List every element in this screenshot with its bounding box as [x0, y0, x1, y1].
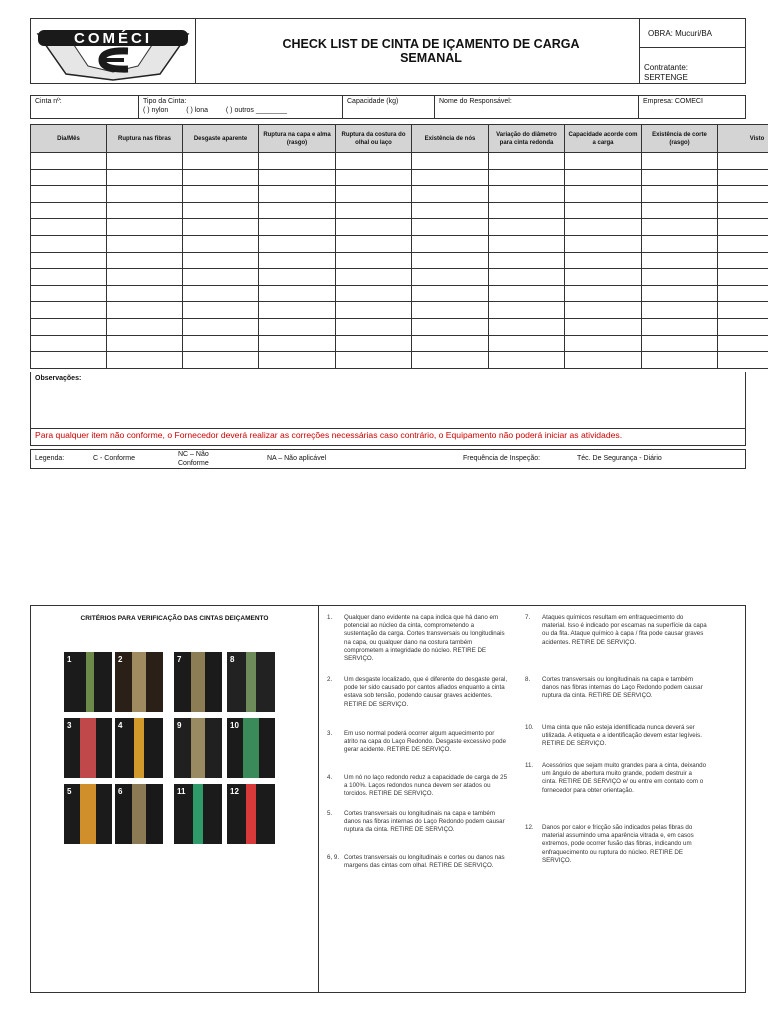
strap-image: [80, 784, 96, 844]
table-row: [31, 318, 768, 335]
table-cell[interactable]: [642, 352, 718, 369]
contratante-value: SERTENGE: [644, 73, 688, 82]
table-cell[interactable]: [412, 169, 489, 186]
table-cell[interactable]: [259, 153, 336, 170]
comeci-logo: [32, 20, 194, 82]
photo-number: 11: [177, 787, 186, 796]
table-cell[interactable]: [31, 219, 107, 236]
criteria-text: Acessórios que sejam muito grandes para a cinta, deixando um ângulo de abertura muito grande, podem destruir a cinta. RETIRE DE SERVIÇO e/ ou entre em contato com o fornecedor para obter orientação.: [542, 762, 707, 794]
column-header: Desgaste aparente: [183, 125, 259, 153]
table-cell[interactable]: [31, 252, 107, 269]
criteria-text: Cortes transversais ou longitudinais e cortes ou danos nas margens das cintas com olhal. RETIRE DE SERVIÇO.: [344, 854, 505, 870]
table-cell[interactable]: [565, 186, 642, 203]
table-cell[interactable]: [489, 318, 565, 335]
table-cell[interactable]: [336, 302, 412, 319]
table-cell[interactable]: [259, 269, 336, 286]
table-cell[interactable]: [489, 285, 565, 302]
table-cell[interactable]: [565, 269, 642, 286]
table-cell[interactable]: [489, 252, 565, 269]
criteria-number: 11.: [525, 762, 534, 769]
table-cell[interactable]: [336, 186, 412, 203]
strap-image: [191, 718, 205, 778]
table-cell[interactable]: [183, 252, 259, 269]
table-cell[interactable]: [31, 202, 107, 219]
table-cell[interactable]: [412, 269, 489, 286]
table-header-row: [31, 125, 768, 153]
criteria-text: Uma cinta que não esteja identificada nunca deverá ser utilizada. A etiqueta e a identificação devem estar legíveis. RETIRE DE SERVIÇO.: [542, 724, 702, 748]
logo-text: COMÉCI: [74, 30, 152, 47]
cinta-number-label: Cinta nº:: [35, 98, 62, 105]
table-cell[interactable]: [718, 352, 768, 369]
table-row: [31, 235, 768, 252]
legend-nao-conforme: [178, 450, 209, 468]
table-cell[interactable]: [565, 169, 642, 186]
table-cell[interactable]: [259, 352, 336, 369]
table-cell[interactable]: [183, 318, 259, 335]
table-cell[interactable]: [183, 186, 259, 203]
table-row: [31, 169, 768, 186]
criteria-number: 12.: [525, 824, 534, 831]
criteria-number: 8.: [525, 676, 531, 683]
table-cell[interactable]: [642, 202, 718, 219]
strap-image: [86, 652, 94, 712]
info-row: [30, 95, 746, 119]
photo-number: 7: [177, 655, 182, 664]
table-cell[interactable]: [642, 318, 718, 335]
table-cell[interactable]: [259, 169, 336, 186]
strap-photo: [227, 652, 275, 712]
table-cell[interactable]: [31, 235, 107, 252]
table-row: [31, 352, 768, 369]
strap-photo: [115, 718, 163, 778]
criteria-number: 7.: [525, 614, 531, 621]
legend-tecnico: Téc. De Segurança - Diário: [577, 455, 662, 462]
strap-image: [132, 784, 146, 844]
table-cell[interactable]: [259, 186, 336, 203]
table-cell[interactable]: [183, 202, 259, 219]
photo-number: 2: [118, 655, 123, 664]
table-cell[interactable]: [642, 252, 718, 269]
criteria-number: 6, 9.: [327, 854, 340, 861]
table-cell[interactable]: [642, 335, 718, 352]
table-cell[interactable]: [489, 235, 565, 252]
contratante-label: Contratante:: [644, 63, 689, 72]
table-cell[interactable]: [565, 252, 642, 269]
table-cell[interactable]: [718, 219, 768, 236]
photo-number: 9: [177, 721, 182, 730]
table-cell[interactable]: [31, 186, 107, 203]
column-header: Existência de corte (rasgo): [642, 125, 718, 153]
strap-image: [134, 718, 144, 778]
table-cell[interactable]: [31, 169, 107, 186]
table-cell[interactable]: [183, 335, 259, 352]
table-cell[interactable]: [336, 169, 412, 186]
table-cell[interactable]: [412, 352, 489, 369]
option-lona[interactable]: ( ) lona: [186, 107, 208, 114]
criteria-text: Qualquer dano evidente na capa indica que há dano em potencial ao núcleo da cinta, comprometendo a sustentação da carga. Cortes transversais ou longitudinais na capa, ou qualquer dano na costura também comprometem a integridade do núcleo. RETIRE DE SERVIÇO.: [344, 614, 505, 663]
photo-number: 1: [67, 655, 72, 664]
table-cell[interactable]: [412, 335, 489, 352]
table-cell[interactable]: [565, 335, 642, 352]
table-cell[interactable]: [565, 352, 642, 369]
strap-image: [132, 652, 146, 712]
photo-number: 4: [118, 721, 123, 730]
table-cell[interactable]: [565, 235, 642, 252]
criteria-text: Danos por calor e fricção são indicados pelas fibras do material assumindo uma aparência vitrada e, em casos extremos, pode ocorrer fusão das fibras, indicando um enfraquecimento ou ruptura do núcleo. RETIRE DE SERVIÇO.: [542, 824, 694, 864]
table-cell[interactable]: [489, 202, 565, 219]
table-cell[interactable]: [489, 335, 565, 352]
table-cell[interactable]: [336, 285, 412, 302]
strap-photo: [227, 784, 275, 844]
column-header: Visto: [718, 125, 768, 153]
contratante-block: [644, 63, 688, 83]
table-cell[interactable]: [336, 352, 412, 369]
table-cell[interactable]: [107, 153, 183, 170]
table-cell[interactable]: [31, 153, 107, 170]
title-line-2: SEMANAL: [400, 51, 462, 65]
table-cell[interactable]: [718, 302, 768, 319]
table-cell[interactable]: [336, 335, 412, 352]
strap-photo: [115, 652, 163, 712]
table-cell[interactable]: [565, 318, 642, 335]
table-cell[interactable]: [718, 335, 768, 352]
table-row: [31, 153, 768, 170]
tipo-cinta-options: [143, 107, 287, 114]
criteria-text: Um desgaste localizado, que é diferente do desgaste geral, pode ter sido causado por cantos afiados enquanto a cinta estava sob tensão, podendo causar graves acidentes. RETIRE DE SERVIÇO.: [344, 676, 508, 708]
table-cell[interactable]: [718, 285, 768, 302]
table-cell[interactable]: [183, 352, 259, 369]
table-cell[interactable]: [336, 252, 412, 269]
photo-number: 12: [230, 787, 239, 796]
table-cell[interactable]: [565, 202, 642, 219]
observacoes-label: Observações:: [35, 375, 82, 382]
table-cell[interactable]: [565, 302, 642, 319]
legend-nc-line2: Conforme: [178, 460, 209, 467]
criteria-number: 2.: [327, 676, 333, 683]
option-outros[interactable]: ( ) outros ________: [225, 107, 288, 114]
logo-cell: [31, 19, 196, 83]
legend-nao-aplicavel: NA – Não aplicável: [267, 455, 327, 462]
table-cell[interactable]: [259, 252, 336, 269]
table-cell[interactable]: [336, 269, 412, 286]
criteria-number: 10.: [525, 724, 534, 731]
table-cell[interactable]: [259, 335, 336, 352]
tipo-cinta-label: Tipo da Cinta:: [143, 98, 187, 105]
table-cell[interactable]: [718, 186, 768, 203]
table-cell[interactable]: [642, 285, 718, 302]
table-cell[interactable]: [259, 318, 336, 335]
table-cell[interactable]: [489, 352, 565, 369]
capacidade-label: Capacidade (kg): [347, 98, 399, 105]
table-cell[interactable]: [259, 302, 336, 319]
table-cell[interactable]: [412, 219, 489, 236]
strap-image: [243, 718, 259, 778]
criteria-text: Um nó no laço redondo reduz a capacidade de carga de 25 a 100%. Laços redondos nunca devem ser atados ou torcidos. RETIRE DE SERVIÇO.: [344, 774, 508, 798]
strap-photo: [174, 718, 222, 778]
table-row: [31, 269, 768, 286]
table-cell[interactable]: [259, 202, 336, 219]
table-cell[interactable]: [107, 169, 183, 186]
photo-number: 10: [230, 721, 239, 730]
table-cell[interactable]: [489, 153, 565, 170]
strap-photo: [174, 784, 222, 844]
title-line-1: CHECK LIST DE CINTA DE IÇAMENTO DE CARGA: [282, 37, 580, 51]
strap-photo: [64, 784, 112, 844]
table-cell[interactable]: [642, 169, 718, 186]
empresa-label: Empresa: COMECI: [643, 98, 703, 105]
table-cell[interactable]: [718, 202, 768, 219]
strap-image: [246, 652, 256, 712]
table-cell[interactable]: [107, 252, 183, 269]
table-cell[interactable]: [642, 235, 718, 252]
table-cell[interactable]: [718, 235, 768, 252]
strap-photo: [174, 652, 222, 712]
table-cell[interactable]: [718, 269, 768, 286]
table-cell[interactable]: [31, 285, 107, 302]
criteria-title: CRITÉRIOS PARA VERIFICAÇÃO DAS CINTAS DEIÇAMENTO: [80, 615, 269, 622]
table-cell[interactable]: [107, 352, 183, 369]
table-cell[interactable]: [107, 335, 183, 352]
cinta-number-field[interactable]: [31, 96, 139, 118]
legend-frequencia: Frequência de Inspeção:: [463, 455, 541, 462]
column-header: Existência de nós: [412, 125, 489, 153]
table-cell[interactable]: [107, 235, 183, 252]
table-cell[interactable]: [642, 219, 718, 236]
strap-photo: [115, 784, 163, 844]
empresa-field: [639, 96, 745, 118]
divider: [640, 47, 746, 48]
table-cell[interactable]: [107, 318, 183, 335]
table-cell[interactable]: [642, 269, 718, 286]
table-cell[interactable]: [336, 202, 412, 219]
criteria-number: 5.: [327, 810, 333, 817]
photo-number: 6: [118, 787, 123, 796]
criteria-text: Cortes transversais ou longitudinais na capa e também danos nas fibras internas do Laço Redondo podem causar ruptura da cinta. RETIRE DE SERVIÇO.: [344, 810, 505, 834]
table-cell[interactable]: [642, 153, 718, 170]
criteria-number: 1.: [327, 614, 333, 621]
table-cell[interactable]: [183, 219, 259, 236]
table-cell[interactable]: [718, 169, 768, 186]
table-cell[interactable]: [642, 186, 718, 203]
tipo-cinta-field: [139, 96, 343, 118]
table-cell[interactable]: [259, 285, 336, 302]
table-cell[interactable]: [336, 219, 412, 236]
responsavel-label: Nome do Responsável:: [439, 98, 512, 105]
table-cell[interactable]: [412, 202, 489, 219]
table-row: [31, 219, 768, 236]
table-cell[interactable]: [31, 269, 107, 286]
strap-image: [191, 652, 205, 712]
table-cell[interactable]: [107, 202, 183, 219]
table-row: [31, 186, 768, 203]
table-cell[interactable]: [412, 235, 489, 252]
legend-row: [30, 449, 746, 469]
table-cell[interactable]: [412, 285, 489, 302]
table-cell[interactable]: [183, 269, 259, 286]
table-cell[interactable]: [336, 318, 412, 335]
capacidade-field[interactable]: [343, 96, 435, 118]
table-cell[interactable]: [107, 269, 183, 286]
table-cell[interactable]: [718, 153, 768, 170]
table-cell[interactable]: [31, 352, 107, 369]
table-cell[interactable]: [565, 285, 642, 302]
divider: [318, 606, 319, 992]
divider: [31, 428, 745, 429]
table-body: [31, 153, 768, 369]
photo-number: 8: [230, 655, 235, 664]
obra-text: OBRA: Mucuri/BA: [648, 29, 713, 38]
table-cell[interactable]: [489, 302, 565, 319]
table-cell[interactable]: [107, 186, 183, 203]
legend-label: Legenda:: [35, 455, 65, 462]
legend-nc-line1: NC – Não: [178, 451, 209, 458]
table-cell[interactable]: [718, 318, 768, 335]
table-row: [31, 302, 768, 319]
photo-number: 5: [67, 787, 72, 796]
table-cell[interactable]: [412, 153, 489, 170]
table-cell[interactable]: [489, 219, 565, 236]
inspection-table: [30, 124, 768, 369]
form-header: [30, 18, 746, 84]
table-cell[interactable]: [259, 235, 336, 252]
column-header: Capacidade acorde com a carga: [565, 125, 642, 153]
criteria-panel: [30, 605, 746, 993]
table-cell[interactable]: [642, 302, 718, 319]
table-cell[interactable]: [183, 153, 259, 170]
criteria-number: 4.: [327, 774, 333, 781]
table-cell[interactable]: [107, 285, 183, 302]
strap-image: [80, 718, 96, 778]
table-cell[interactable]: [183, 235, 259, 252]
table-cell[interactable]: [259, 219, 336, 236]
table-cell[interactable]: [412, 318, 489, 335]
table-row: [31, 202, 768, 219]
table-cell[interactable]: [31, 302, 107, 319]
strap-photo: [227, 718, 275, 778]
table-cell[interactable]: [412, 302, 489, 319]
column-header: Variação do diâmetro para cinta redonda: [489, 125, 565, 153]
option-nylon[interactable]: ( ) nylon: [143, 107, 169, 114]
table-row: [31, 252, 768, 269]
table-row: [31, 335, 768, 352]
column-header: Ruptura na capa e alma (rasgo): [259, 125, 336, 153]
table-cell[interactable]: [107, 219, 183, 236]
table-cell[interactable]: [489, 186, 565, 203]
table-cell[interactable]: [412, 252, 489, 269]
legend-conforme: C - Conforme: [93, 455, 136, 462]
criteria-text: Em uso normal poderá ocorrer algum aquecimento por atrito na capa do Laço Redondo. Desgaste excessivo pode gerar acidente. RETIRE DE SERVIÇO.: [344, 730, 507, 754]
page-title: [195, 19, 667, 83]
table-cell[interactable]: [31, 318, 107, 335]
column-header: Dia/Mês: [31, 125, 107, 153]
table-cell[interactable]: [183, 169, 259, 186]
observacoes-box[interactable]: [30, 372, 746, 446]
responsavel-field[interactable]: [435, 96, 639, 118]
strap-image: [193, 784, 203, 844]
table-cell[interactable]: [107, 302, 183, 319]
table-cell[interactable]: [336, 153, 412, 170]
table-cell[interactable]: [183, 285, 259, 302]
strap-photo: [64, 718, 112, 778]
table-cell[interactable]: [489, 169, 565, 186]
table-cell[interactable]: [565, 153, 642, 170]
table-cell[interactable]: [489, 269, 565, 286]
column-header: Ruptura da costura do olhal ou laço: [336, 125, 412, 153]
table-cell[interactable]: [336, 235, 412, 252]
photo-number: 3: [67, 721, 72, 730]
criteria-text: Ataques químicos resultam em enfraquecimento do material. Isso é indicado por escamas na superfície da capa ou da fita. Ataque químico à capa / fita pode causar graves acidentes. RETIRE DE SERVIÇO.: [542, 614, 707, 646]
criteria-number: 3.: [327, 730, 333, 737]
obra-cell: [639, 19, 746, 83]
criteria-text: Cortes transversais ou longitudinais na capa e também danos nas fibras internas do Laço Redondo podem causar ruptura da cinta. RETIRE DE SERVIÇO.: [542, 676, 703, 700]
table-cell[interactable]: [718, 252, 768, 269]
strap-image: [246, 784, 256, 844]
table-cell[interactable]: [183, 302, 259, 319]
table-row: [31, 285, 768, 302]
warning-text: Para qualquer item não conforme, o Fornecedor deverá realizar as correções necessárias caso contrário, o Equipamento não poderá iniciar as atividades.: [35, 430, 623, 440]
column-header: Ruptura nas fibras: [107, 125, 183, 153]
strap-photo: [64, 652, 112, 712]
table-cell[interactable]: [31, 335, 107, 352]
table-cell[interactable]: [565, 219, 642, 236]
table-cell[interactable]: [412, 186, 489, 203]
